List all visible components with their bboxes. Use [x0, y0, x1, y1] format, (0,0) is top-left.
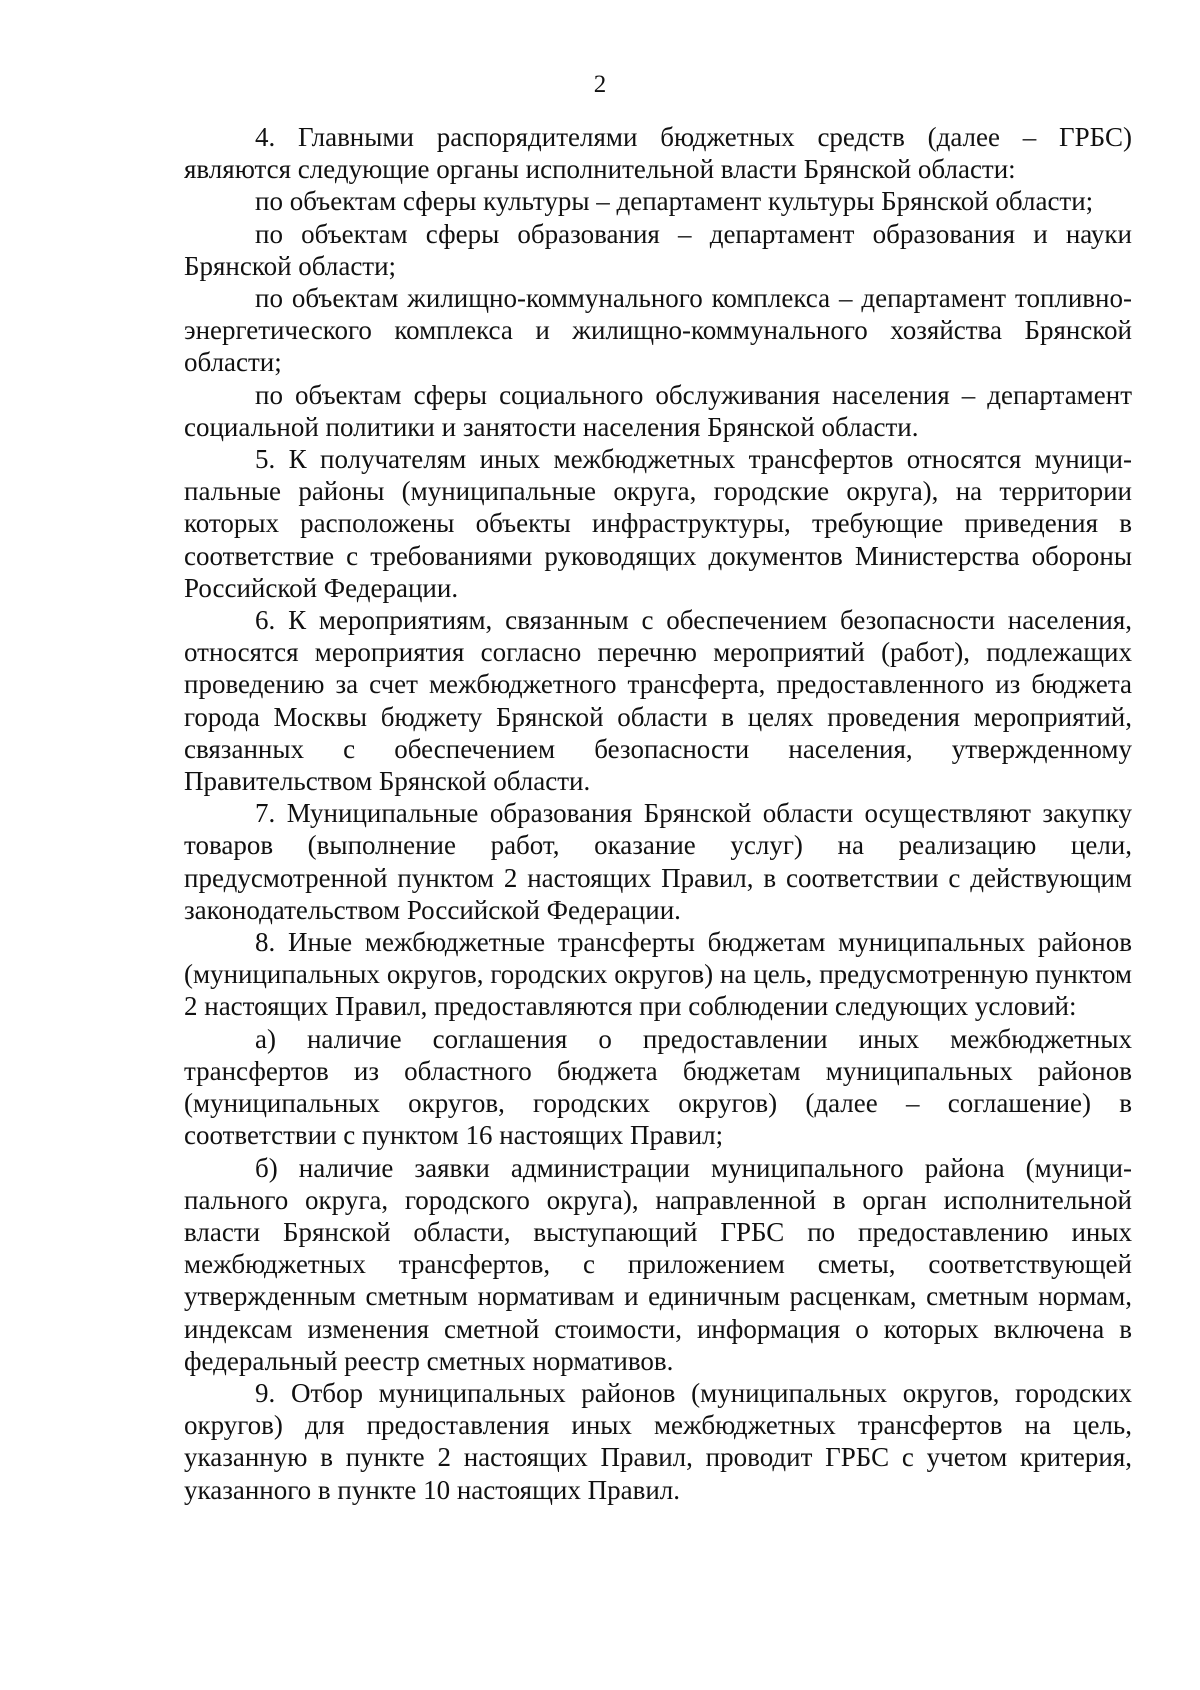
- document-body: [184, 121, 1132, 1506]
- paragraph-8: 8. Иные межбюджетные трансферты бюджетам муниципальных районов (муниципальных округов, городских округов) на цель, предусмотренную пунктом 2 настоящих Правил, предоставляются при соблюдении следующих условий:: [184, 927, 1132, 1022]
- paragraph-6: 6. К мероприятиям, связанным с обеспечением безопасности населения, относятся мероприятия согласно перечню мероприятий (работ), подлежащих проведению за счет межбюджетного трансферта, предоставленного из бюджета города Москвы бюджету Брянской области в целях проведения мероприятий, связанных с обеспечением безопасности населения, утвержденному Правительством Брянской области.: [184, 605, 1132, 797]
- paragraph-4-culture: по объектам сферы культуры – департамент культуры Брянской области;: [255, 186, 1094, 217]
- paragraph-4-housing: по объектам жилищно-коммунального комплекса – департамент топливно-энергетического комплекса и жилищно-коммунального хозяйства Брянской области;: [184, 283, 1132, 378]
- paragraph-5: 5. К получателям иных межбюджетных трансфертов относятся муниципальные районы (муниципальные округа, городские округа), на территории которых расположены объекты инфраструктуры, требующие приведения в соответствие с требованиями руководящих документов Министерства обороны Российской Федерации.: [184, 444, 1132, 603]
- paragraph-8b: б) наличие заявки администрации муниципального района (муниципального округа, городского округа), направленной в орган исполнительной власти Брянской области, выступающий ГРБС по предоставлению иных межбюджетных трансфертов, с приложением сметы, соответствующей утвержденным сметным нормативам и единичным расценкам, сметным нормам, индексам изменения сметной стоимости, информация о которых включена в федеральный реестр сметных нормативов.: [184, 1152, 1132, 1376]
- paragraph-4-social: по объектам сферы социального обслуживания населения – департамент социальной политики и занятости населения Брянской области.: [184, 379, 1132, 442]
- paragraph-8a: а) наличие соглашения о предоставлении иных межбюджетных трансфертов из областного бюджета бюджетам муниципальных районов (муниципальных округов, городских округов) (далее – соглашение) в соответствии с пунктом 16 настоящих Правил;: [184, 1023, 1132, 1151]
- paragraph-7: 7. Муниципальные образования Брянской области осуществляют закупку товаров (выполнение работ, оказание услуг) на реализацию цели, предусмотренной пунктом 2 настоящих Правил, в соответствии с действующим законодательством Российской Федерации.: [184, 798, 1132, 925]
- paragraph-4-education: по объектам сферы образования – департамент образования и науки Брянской области;: [184, 218, 1132, 281]
- paragraph-4: 4. Главными распорядителями бюджетных средств (далее – ГРБС) являются следующие органы исполнительной власти Брянской области:: [184, 122, 1132, 185]
- page-number: 2: [593, 71, 607, 98]
- paragraph-9: 9. Отбор муниципальных районов (муниципальных округов, городских округов) для предоставления иных межбюджетных трансфертов на цель, указанную в пункте 2 настоящих Правил, проводит ГРБС с учетом критерия, указанного в пункте 10 настоящих Правил.: [184, 1377, 1132, 1505]
